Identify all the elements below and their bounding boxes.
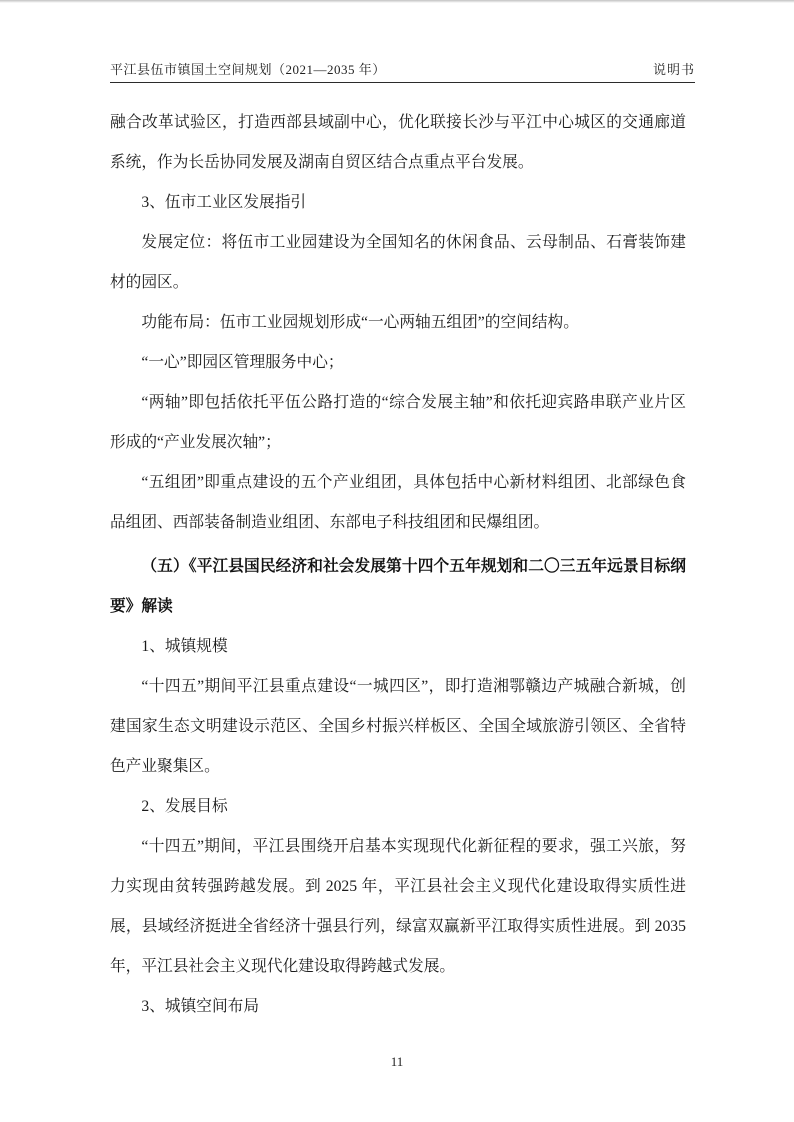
body-paragraph-continuation: 融合改革试验区，打造西部县域副中心，优化联接长沙与平江中心城区的交通廊道系统，作为长岳协同发展及湖南自贸区结合点重点平台发展。: [110, 114, 686, 171]
page-number: 11: [390, 1054, 404, 1069]
scan-edge-artifact: [0, 0, 794, 3]
body-paragraph-functional-layout: 功能布局：伍市工业园规划形成“一心两轴五组团”的空间结构。: [141, 314, 579, 331]
body-paragraph-five-clusters: “五组团”即重点建设的五个产业组团，具体包括中心新材料组团、北部绿色食品组团、西部装备制造业组团、东部电子科技组团和民爆组团。: [110, 474, 686, 531]
header-doc-label: 说明书: [652, 62, 695, 77]
sub-heading-development-goals: 2、发展目标: [141, 798, 228, 815]
document-body: [110, 83, 686, 1027]
body-paragraph-one-center: “一心”即园区管理服务中心；: [141, 354, 344, 371]
page-header: [110, 0, 695, 83]
sub-heading-town-spatial-layout: 3、城镇空间布局: [141, 998, 260, 1015]
page-footer: [0, 1054, 794, 1070]
header-document-title: 平江县伍市镇国土空间规划（2021—2035 年）: [110, 62, 386, 77]
section-heading-five-year-plan-interpretation: （五）《平江县国民经济和社会发展第十四个五年规划和二〇三五年远景目标纲要》解读: [110, 558, 686, 615]
body-paragraph-development-positioning: 发展定位：将伍市工业园建设为全国知名的休闲食品、云母制品、石膏装饰建材的园区。: [110, 234, 686, 291]
body-paragraph-development-goals-detail: “十四五”期间，平江县围绕开启基本实现现代化新征程的要求，强工兴旅，努力实现由贫转强跨越发展。到 2025 年，平江县社会主义现代化建设取得实质性进展，县域经济挺进全省经济十强县行列，绿富双赢新平江取得实质性进展。到 2035 年，平江县社会主义现代化建设取得跨越式发展。: [110, 838, 686, 975]
sub-heading-industrial-zone-guidance: 3、伍市工业区发展指引: [141, 194, 307, 211]
sub-heading-town-scale: 1、城镇规模: [141, 638, 228, 655]
body-paragraph-one-city-four-districts: “十四五”期间平江县重点建设“一城四区”，即打造湘鄂赣边产城融合新城，创建国家生态文明建设示范区、全国乡村振兴样板区、全国全域旅游引领区、全省特色产业聚集区。: [110, 678, 686, 775]
body-paragraph-two-axes: “两轴”即包括依托平伍公路打造的“综合发展主轴”和依托迎宾路串联产业片区形成的“产业发展次轴”；: [110, 394, 686, 451]
